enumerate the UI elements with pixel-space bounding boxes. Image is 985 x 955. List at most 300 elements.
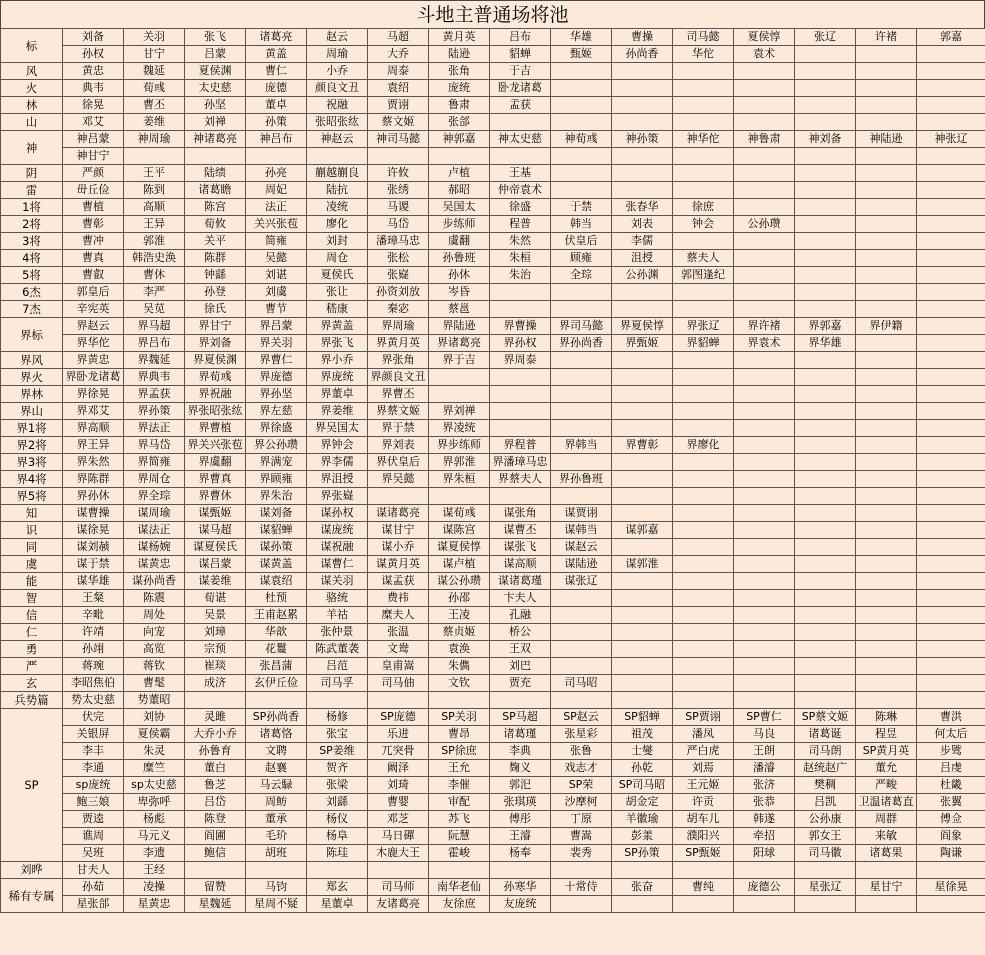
hero-cell: 诸葛瑾 [490, 726, 551, 743]
empty-cell [856, 97, 917, 114]
hero-cell: SP曹仁 [734, 709, 795, 726]
hero-cell: 曹纯 [673, 879, 734, 896]
hero-cell: 孟获 [490, 97, 551, 114]
hero-cell: 谋公孙瓒 [429, 573, 490, 590]
hero-cell: 成济 [185, 675, 246, 692]
table-row [1, 879, 985, 896]
hero-cell: 界夏侯惇 [612, 318, 673, 335]
hero-cell: 庞德公 [734, 879, 795, 896]
empty-cell [124, 148, 185, 165]
hero-cell: 关羽 [124, 29, 185, 46]
hero-cell: 神荀彧 [551, 131, 612, 148]
empty-cell [673, 573, 734, 590]
empty-cell [856, 573, 917, 590]
table-row [1, 794, 985, 811]
hero-cell: 高览 [124, 641, 185, 658]
empty-cell [551, 403, 612, 420]
empty-cell [612, 182, 673, 199]
hero-cell: 杨奉 [490, 845, 551, 862]
hero-cell: 界朱然 [63, 454, 124, 471]
hero-cell: 张昭张纮 [307, 114, 368, 131]
hero-cell: 刘晔 [1, 862, 63, 879]
empty-cell [551, 284, 612, 301]
hero-cell: SP黄月英 [856, 743, 917, 760]
hero-cell: 文聘 [246, 743, 307, 760]
hero-cell: 王粲 [63, 590, 124, 607]
hero-cell: 马钧 [246, 879, 307, 896]
hero-cell: 界甘宁 [185, 318, 246, 335]
empty-cell [795, 403, 856, 420]
empty-cell [917, 675, 985, 692]
hero-cell: 玄伊丘俭 [246, 675, 307, 692]
hero-cell: 王平 [124, 165, 185, 182]
empty-cell [490, 148, 551, 165]
category-cell: 7杰 [1, 301, 63, 318]
hero-cell: 张梁 [307, 777, 368, 794]
empty-cell [673, 403, 734, 420]
empty-cell [368, 488, 429, 505]
hero-cell: SP荣 [551, 777, 612, 794]
empty-cell [612, 471, 673, 488]
hero-cell: 朱桓 [490, 250, 551, 267]
hero-cell: 陈群 [185, 250, 246, 267]
empty-cell [795, 896, 856, 913]
hero-cell: 界董卓 [307, 386, 368, 403]
empty-cell [673, 284, 734, 301]
hero-cell: 袁术 [734, 46, 795, 63]
empty-cell [795, 250, 856, 267]
empty-cell [307, 148, 368, 165]
empty-cell [551, 641, 612, 658]
hero-cell: 孙翊 [63, 641, 124, 658]
hero-cell: 蔡夫人 [673, 250, 734, 267]
hero-cell: 谋夏侯惇 [429, 539, 490, 556]
hero-cell: 华雄 [551, 29, 612, 46]
hero-cell: 大乔小乔 [185, 726, 246, 743]
hero-cell: 花鬘 [246, 641, 307, 658]
hero-cell: 神华佗 [673, 131, 734, 148]
hero-cell: 界徐盛 [246, 420, 307, 437]
hero-cell: 阎象 [917, 828, 985, 845]
table-row [1, 692, 985, 709]
hero-cell: 曹节 [246, 301, 307, 318]
hero-cell: 钟会 [673, 216, 734, 233]
empty-cell [673, 97, 734, 114]
hero-cell: 杨修 [307, 709, 368, 726]
hero-cell: 诸葛果 [856, 845, 917, 862]
table-row [1, 811, 985, 828]
table-row [1, 403, 985, 420]
hero-cell: 高顺 [124, 199, 185, 216]
hero-cell: 谋曹丕 [490, 522, 551, 539]
empty-cell [917, 46, 985, 63]
hero-cell: 吴懿 [246, 250, 307, 267]
hero-cell: 何太后 [917, 726, 985, 743]
hero-cell: 谋曹仁 [307, 556, 368, 573]
hero-cell: 刘表 [612, 216, 673, 233]
hero-cell: 张辽 [795, 29, 856, 46]
hero-cell: SP关羽 [429, 709, 490, 726]
hero-cell: 张翼 [917, 794, 985, 811]
hero-cell: 卢植 [429, 165, 490, 182]
empty-cell [795, 607, 856, 624]
hero-cell: 谋庞统 [307, 522, 368, 539]
empty-cell [612, 148, 673, 165]
hero-cell: 界陆逊 [429, 318, 490, 335]
hero-cell: 郭淮 [124, 233, 185, 250]
hero-cell: 界曹彰 [612, 437, 673, 454]
empty-cell [612, 284, 673, 301]
empty-cell [734, 505, 795, 522]
table-row [1, 148, 985, 165]
hero-cell: 界孙策 [124, 403, 185, 420]
empty-cell [490, 420, 551, 437]
hero-cell: 界朱治 [246, 488, 307, 505]
hero-cell: SP徐庶 [429, 743, 490, 760]
hero-cell: 谋孙尚香 [124, 573, 185, 590]
hero-cell: 神周瑜 [124, 131, 185, 148]
hero-cell: 太史慈 [185, 80, 246, 97]
hero-cell: 刘封 [307, 233, 368, 250]
category-cell: 界1将 [1, 420, 63, 437]
empty-cell [917, 658, 985, 675]
category-cell: 同 [1, 539, 63, 556]
hero-cell: 于吉 [490, 63, 551, 80]
empty-cell [856, 896, 917, 913]
hero-cell: 界曹植 [185, 420, 246, 437]
hero-cell: 曹昂 [429, 726, 490, 743]
table-row [1, 386, 985, 403]
hero-cell: 宗预 [185, 641, 246, 658]
empty-cell [429, 148, 490, 165]
hero-cell: 袁涣 [429, 641, 490, 658]
hero-cell: 卑弥呼 [124, 794, 185, 811]
hero-cell: 木鹿大王 [368, 845, 429, 862]
hero-cell: 虞翻 [429, 233, 490, 250]
hero-cell: 星黄忠 [124, 896, 185, 913]
hero-cell: 华佗 [673, 46, 734, 63]
category-cell: 界风 [1, 352, 63, 369]
hero-cell: 姜维 [124, 114, 185, 131]
hero-cell: 糜竺 [124, 760, 185, 777]
hero-cell: 杜预 [246, 590, 307, 607]
hero-cell: 刘协 [124, 709, 185, 726]
empty-cell [490, 386, 551, 403]
hero-cell: 界司马懿 [551, 318, 612, 335]
empty-cell [734, 658, 795, 675]
hero-cell: 鲁肃 [429, 97, 490, 114]
hero-cell: 谋甄姬 [185, 505, 246, 522]
empty-cell [856, 658, 917, 675]
hero-cell: 大乔 [368, 46, 429, 63]
empty-cell [734, 403, 795, 420]
hero-cell: 谋刘赪 [63, 539, 124, 556]
hero-cell: 界满宠 [246, 454, 307, 471]
hero-cell: 界曹仁 [246, 352, 307, 369]
empty-cell [795, 505, 856, 522]
hero-cell: 曹彰 [63, 216, 124, 233]
empty-cell [795, 488, 856, 505]
table-row [1, 97, 985, 114]
empty-cell [734, 199, 795, 216]
hero-cell: 傅佥 [917, 811, 985, 828]
hero-cell: 全琮 [551, 267, 612, 284]
hero-cell: 张春华 [612, 199, 673, 216]
hero-cell: 孙邵 [429, 590, 490, 607]
hero-cell: 谋荀彧 [429, 505, 490, 522]
hero-cell: 裴秀 [551, 845, 612, 862]
table-row [1, 726, 985, 743]
hero-cell: 界赵云 [63, 318, 124, 335]
table-row [1, 845, 985, 862]
empty-cell [795, 437, 856, 454]
hero-cell: 界邓艾 [63, 403, 124, 420]
hero-cell: 界虞翻 [185, 454, 246, 471]
empty-cell [551, 148, 612, 165]
hero-cell: 吕凯 [795, 794, 856, 811]
hero-cell: 界周泰 [490, 352, 551, 369]
empty-cell [795, 420, 856, 437]
empty-cell [734, 165, 795, 182]
hero-cell: 陈到 [124, 182, 185, 199]
empty-cell [551, 352, 612, 369]
hero-cell: 貂蝉 [490, 46, 551, 63]
hero-cell: 诸葛恪 [246, 726, 307, 743]
hero-cell: 谋马超 [185, 522, 246, 539]
hero-cell: 王朗 [734, 743, 795, 760]
hero-cell: 诸葛诞 [795, 726, 856, 743]
hero-cell: 曹仁 [246, 63, 307, 80]
hero-cell: 界凌统 [429, 420, 490, 437]
empty-cell [673, 471, 734, 488]
empty-cell [856, 182, 917, 199]
hero-cell: sp太史慈 [124, 777, 185, 794]
empty-cell [917, 573, 985, 590]
hero-cell: 谯周 [63, 828, 124, 845]
empty-cell [490, 369, 551, 386]
table-row [1, 658, 985, 675]
hero-cell: 刘谌 [246, 267, 307, 284]
empty-cell [612, 624, 673, 641]
empty-cell [795, 199, 856, 216]
empty-cell [917, 624, 985, 641]
hero-cell: 蒋琬 [63, 658, 124, 675]
hero-cell: 界孙鲁班 [551, 471, 612, 488]
hero-cell: 曹嵩 [551, 828, 612, 845]
empty-cell [551, 165, 612, 182]
empty-cell [490, 114, 551, 131]
empty-cell [673, 301, 734, 318]
empty-cell [734, 692, 795, 709]
hero-cell: 朱治 [490, 267, 551, 284]
empty-cell [856, 63, 917, 80]
hero-cell: 庞统 [429, 80, 490, 97]
table-row [1, 896, 985, 913]
hero-cell: 张松 [368, 250, 429, 267]
hero-cell: 马元义 [124, 828, 185, 845]
empty-cell [856, 335, 917, 352]
hero-cell: 界马超 [124, 318, 185, 335]
empty-cell [673, 488, 734, 505]
hero-cell: 董卓 [246, 97, 307, 114]
hero-cell: 吕范 [307, 658, 368, 675]
hero-cell: 诸葛亮 [246, 29, 307, 46]
hero-cell: 孙尚香 [612, 46, 673, 63]
empty-cell [795, 352, 856, 369]
empty-cell [612, 386, 673, 403]
hero-cell: 界姜维 [307, 403, 368, 420]
hero-cell: 界蔡夫人 [490, 471, 551, 488]
hero-cell: 徐盛 [490, 199, 551, 216]
category-cell: 6杰 [1, 284, 63, 301]
hero-cell: 曹髦 [124, 675, 185, 692]
empty-cell [368, 692, 429, 709]
hero-cell: 荀攸 [185, 216, 246, 233]
table-row [1, 301, 985, 318]
hero-cell: 严白虎 [673, 743, 734, 760]
hero-cell: 界曹真 [185, 471, 246, 488]
hero-cell: 界诸葛亮 [429, 335, 490, 352]
empty-cell [551, 624, 612, 641]
hero-cell: 辛毗 [63, 607, 124, 624]
empty-cell [612, 369, 673, 386]
hero-cell: 张琪瑛 [490, 794, 551, 811]
empty-cell [612, 641, 673, 658]
hero-cell: 伏皇后 [551, 233, 612, 250]
hero-cell: 丁原 [551, 811, 612, 828]
hero-cell: 阚泽 [368, 760, 429, 777]
hero-cell: 张让 [307, 284, 368, 301]
hero-cell: 胡金定 [612, 794, 673, 811]
hero-cell: 界张飞 [307, 335, 368, 352]
hero-cell: 界法正 [124, 420, 185, 437]
hero-cell: 谋张辽 [551, 573, 612, 590]
hero-cell: 界张昭张纮 [185, 403, 246, 420]
table-row [1, 471, 985, 488]
hero-cell: 神司马懿 [368, 131, 429, 148]
empty-cell [734, 471, 795, 488]
hero-cell: 界王异 [63, 437, 124, 454]
empty-cell [673, 658, 734, 675]
hero-cell: 界徐晃 [63, 386, 124, 403]
table-row [1, 522, 985, 539]
empty-cell [734, 539, 795, 556]
hero-cell: 荀谌 [185, 590, 246, 607]
hero-cell: 凌统 [307, 199, 368, 216]
empty-cell [673, 114, 734, 131]
empty-cell [612, 862, 673, 879]
empty-cell [734, 267, 795, 284]
empty-cell [734, 301, 795, 318]
empty-cell [917, 97, 985, 114]
hero-cell: 界吕蒙 [246, 318, 307, 335]
hero-cell: 顾雍 [551, 250, 612, 267]
empty-cell [856, 607, 917, 624]
hero-cell: 卫温诸葛直 [856, 794, 917, 811]
hero-cell: 孙寒华 [490, 879, 551, 896]
hero-cell: 周妃 [246, 182, 307, 199]
category-cell: 稀有专属 [1, 879, 63, 913]
category-cell: 虞 [1, 556, 63, 573]
empty-cell [673, 675, 734, 692]
empty-cell [856, 267, 917, 284]
hero-cell: 鲍三娘 [63, 794, 124, 811]
hero-cell: 界高顺 [63, 420, 124, 437]
hero-cell: 界孟获 [124, 386, 185, 403]
hero-cell: 界于禁 [368, 420, 429, 437]
hero-cell: 神张辽 [917, 131, 985, 148]
hero-cell: SP贾诩 [673, 709, 734, 726]
empty-cell [734, 148, 795, 165]
hero-cell: 星张郃 [63, 896, 124, 913]
empty-cell [673, 420, 734, 437]
hero-cell: 孙鲁育 [185, 743, 246, 760]
table-row [1, 675, 985, 692]
hero-cell: 王允 [429, 760, 490, 777]
empty-cell [429, 369, 490, 386]
hero-cell: 嵇康 [307, 301, 368, 318]
hero-cell: 陈武董袭 [307, 641, 368, 658]
empty-cell [673, 148, 734, 165]
hero-cell: 程昱 [856, 726, 917, 743]
hero-cell: 孙资刘放 [368, 284, 429, 301]
empty-cell [795, 641, 856, 658]
empty-cell [246, 148, 307, 165]
hero-cell: 严颜 [63, 165, 124, 182]
hero-cell: 界钟会 [307, 437, 368, 454]
empty-cell [917, 896, 985, 913]
hero-cell: 王双 [490, 641, 551, 658]
table-row [1, 539, 985, 556]
hero-cell: 邓艾 [63, 114, 124, 131]
empty-cell [368, 148, 429, 165]
empty-cell [734, 488, 795, 505]
hero-cell: 神赵云 [307, 131, 368, 148]
empty-cell [734, 522, 795, 539]
empty-cell [551, 182, 612, 199]
empty-cell [917, 556, 985, 573]
hero-cell: 羊祜 [307, 607, 368, 624]
hero-cell: 伏完 [63, 709, 124, 726]
hero-cell: 谋貂蝉 [246, 522, 307, 539]
category-cell: 山 [1, 114, 63, 131]
hero-cell: 颜良文丑 [307, 80, 368, 97]
category-cell: 1将 [1, 199, 63, 216]
empty-cell [917, 335, 985, 352]
hero-cell: 公孙瓒 [734, 216, 795, 233]
table-row [1, 641, 985, 658]
hero-cell: 关银屏 [63, 726, 124, 743]
hero-cell: 蔡邕 [429, 301, 490, 318]
hero-cell: 王凌 [429, 607, 490, 624]
empty-cell [856, 624, 917, 641]
empty-cell [917, 148, 985, 165]
empty-cell [795, 658, 856, 675]
hero-cell: 岑昏 [429, 284, 490, 301]
hero-cell: 程普 [490, 216, 551, 233]
hero-cell: 简雍 [246, 233, 307, 250]
empty-cell [551, 420, 612, 437]
category-cell: 界山 [1, 403, 63, 420]
hero-cell: 星徐晃 [917, 879, 985, 896]
empty-cell [734, 284, 795, 301]
hero-cell: 甘夫人 [63, 862, 124, 879]
hero-cell: 李丰 [63, 743, 124, 760]
empty-cell [734, 63, 795, 80]
hero-cell: 严畯 [856, 777, 917, 794]
table-row [1, 488, 985, 505]
empty-cell [551, 488, 612, 505]
